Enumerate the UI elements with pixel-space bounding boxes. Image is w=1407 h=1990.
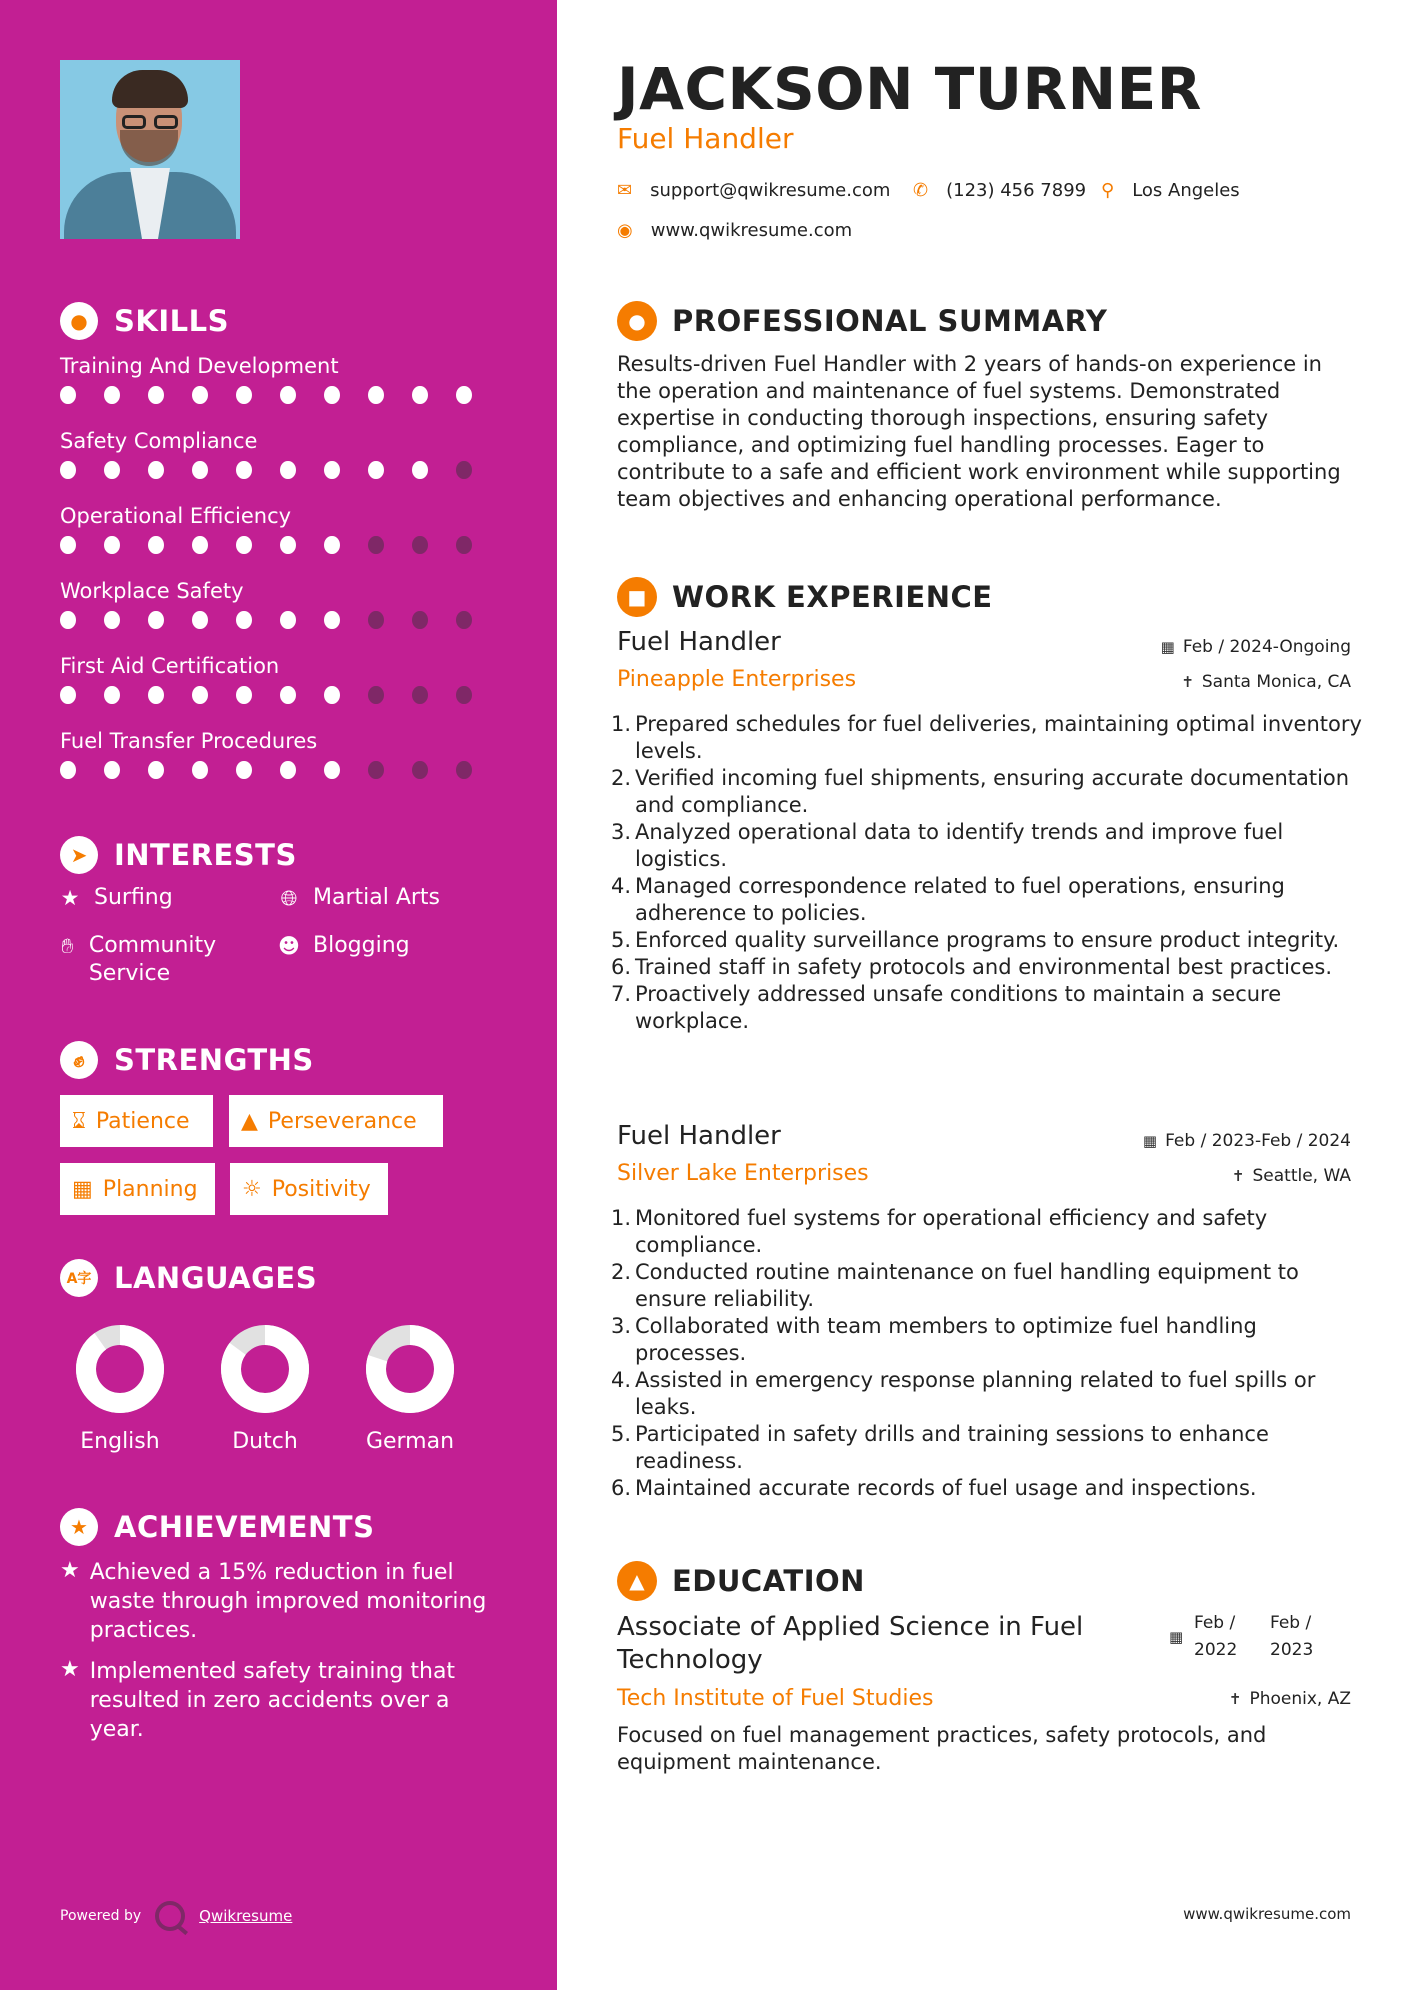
bullet-item: 7. Proactively addressed unsafe conditions to maintain a secure workplace. [610, 982, 1282, 1033]
envelope-icon: ✉ [617, 180, 633, 201]
bullet-item: 5. Enforced quality surveillance programs to ensure product integrity. [610, 928, 1340, 952]
skill-dot-filled [60, 611, 76, 629]
skill-dot-filled [60, 461, 76, 479]
skill-rating [60, 761, 500, 779]
bullet-item: 4. Managed correspondence related to fuel operations, ensuring adherence to policies. [610, 874, 1285, 925]
road-icon: ▲ [241, 1108, 258, 1134]
skill-dot-empty [412, 611, 428, 629]
skill-dot-filled [324, 611, 340, 629]
sun-icon: ☼ [242, 1176, 262, 1202]
skill-dot-empty [412, 536, 428, 554]
contact-location: ⚲ Los Angeles [1101, 180, 1240, 201]
skill-dot-filled [280, 611, 296, 629]
bullet-item: 2. Verified incoming fuel shipments, ensuring accurate documentation and compliance. [610, 766, 1350, 817]
language-donut [366, 1325, 454, 1413]
skill-dot-filled [236, 386, 252, 404]
powered-by: Powered by Qwikresume [60, 1901, 292, 1931]
achievement-item: ★ Achieved a 15% reduction in fuel waste through improved monitoring practices. [60, 1558, 487, 1643]
skill-dot-filled [280, 536, 296, 554]
skill-item [60, 427, 500, 479]
skill-dot-empty [456, 761, 472, 779]
skill-dot-empty [456, 686, 472, 704]
edu-date-end: Feb / 2023 [1270, 1613, 1314, 1660]
summary-heading: ● PROFESSIONAL SUMMARY [617, 301, 1107, 341]
bullet-item: 3. Collaborated with team members to optimize fuel handling processes. [610, 1314, 1257, 1365]
skill-dot-filled [60, 761, 76, 779]
medal-icon: ★ [60, 1508, 98, 1546]
skill-name: First Aid Certification [60, 654, 280, 678]
skill-dot-filled [192, 461, 208, 479]
strength-chip: ☼ Positivity [230, 1163, 388, 1215]
hourglass-icon: ⌛︎ [72, 1108, 86, 1134]
calendar-icon: ▦ [1142, 1132, 1158, 1150]
calendar-icon: ▦ [1169, 1628, 1184, 1646]
skill-dot-filled [192, 686, 208, 704]
skill-dot-filled [324, 386, 340, 404]
skill-dot-filled [368, 461, 384, 479]
skill-dot-filled [236, 461, 252, 479]
skill-dot-filled [368, 386, 384, 404]
skill-dot-empty [368, 536, 384, 554]
skill-dot-filled [456, 386, 472, 404]
skill-dot-filled [148, 686, 164, 704]
fist-icon: ✊︎ [60, 1041, 98, 1079]
bullet-item: 1. Prepared schedules for fuel deliveries, maintaining optimal inventory levels. [610, 712, 1362, 763]
interests-heading: ➤ INTERESTS [60, 836, 297, 874]
language-donut [76, 1325, 164, 1413]
bullet-item: 2. Conducted routine maintenance on fuel handling equipment to ensure reliability. [610, 1260, 1299, 1311]
skills-heading: ● SKILLS [60, 302, 229, 340]
education-description: Focused on fuel management practices, safety protocols, and equipment maintenance. [617, 1723, 1267, 1774]
shooting-star-icon: ★ [60, 1657, 80, 1682]
skill-dot-empty [456, 611, 472, 629]
candidate-name: JACKSON TURNER [617, 55, 1202, 123]
skill-item [60, 352, 500, 404]
strengths-heading: ✊︎ STRENGTHS [60, 1041, 314, 1079]
language-icon: A字 [60, 1259, 98, 1297]
skill-dot-filled [412, 386, 428, 404]
users-icon: ☻ [278, 934, 300, 958]
skill-dot-filled [60, 536, 76, 554]
achievements-heading: ★ ACHIEVEMENTS [60, 1508, 374, 1546]
bullet-item: 3. Analyzed operational data to identify trends and improve fuel logistics. [610, 820, 1284, 871]
skill-item [60, 502, 500, 554]
briefcase-icon: ■ [617, 577, 657, 617]
language-donut [221, 1325, 309, 1413]
calendar-icon: ▦ [1160, 638, 1175, 656]
star-icon: ★ [60, 886, 80, 910]
job-location: ✝ Santa Monica, CA [1181, 672, 1351, 692]
user-icon: ● [617, 301, 657, 341]
skill-dot-filled [280, 461, 296, 479]
pin-icon: ✝ [1228, 1690, 1242, 1708]
skill-name: Operational Efficiency [60, 504, 292, 528]
bullet-item: 1. Monitored fuel systems for operational efficiency and safety compliance. [610, 1206, 1268, 1257]
skill-rating [60, 461, 500, 479]
skill-dot-filled [280, 386, 296, 404]
skill-dot-filled [412, 461, 428, 479]
summary-text: Results-driven Fuel Handler with 2 years of hands-on experience in the operation and maintenance of fuel systems. Demonstrated expertise in conducting thorough inspections, ensuring safety compliance, and optimizing fuel handling processes. Eager to contribute to a safe and efficient work environment while supporting team objectives and enhancing operational performance. [617, 352, 1341, 511]
skill-item [60, 577, 500, 629]
experience-heading: ■ WORK EXPERIENCE [617, 577, 993, 617]
globe-icon: ◉ [617, 220, 633, 241]
language-item: German [350, 1325, 470, 1454]
job-company: Pineapple Enterprises [617, 667, 857, 692]
school-name: Tech Institute of Fuel Studies [617, 1686, 934, 1711]
skill-dot-filled [148, 461, 164, 479]
job-company: Silver Lake Enterprises [617, 1161, 869, 1186]
contact-phone[interactable]: ✆ (123) 456 7899 [913, 180, 1087, 201]
skill-dot-filled [60, 686, 76, 704]
bullet-item: 6. Maintained accurate records of fuel usage and inspections. [610, 1476, 1257, 1500]
languages-heading: A字 LANGUAGES [60, 1259, 317, 1297]
job-date: ▦ Feb / 2023-Feb / 2024 [1142, 1131, 1351, 1151]
skill-dot-filled [324, 536, 340, 554]
paper-plane-icon: ➤ [60, 836, 98, 874]
degree-title: Associate of Applied Science in Fuel Technology [617, 1612, 1084, 1675]
interest-item: ★ Surfing [58, 884, 173, 912]
skill-item [60, 652, 500, 704]
hand-icon: ✋︎ [61, 934, 74, 958]
job-bullets [609, 711, 1369, 1035]
skill-dot-filled [104, 761, 120, 779]
skill-rating [60, 611, 500, 629]
profile-photo [60, 60, 240, 239]
skill-item [60, 727, 500, 779]
skill-dot-filled [280, 761, 296, 779]
edu-location: ✝ Phoenix, AZ [1228, 1689, 1351, 1709]
phone-icon: ✆ [913, 180, 929, 201]
skill-dot-empty [368, 686, 384, 704]
skill-rating [60, 386, 500, 404]
language-item: English [60, 1325, 180, 1454]
job-title: Fuel Handler [617, 627, 781, 657]
skill-dot-filled [148, 611, 164, 629]
education-heading: ▲ EDUCATION [617, 1561, 865, 1601]
skill-dot-empty [412, 761, 428, 779]
skill-dot-empty [368, 761, 384, 779]
candidate-title: Fuel Handler [617, 122, 794, 155]
skill-dot-filled [280, 686, 296, 704]
job-date: ▦ Feb / 2024-Ongoing [1160, 637, 1351, 657]
skill-dot-filled [104, 611, 120, 629]
skill-dot-filled [60, 386, 76, 404]
skill-dot-filled [104, 536, 120, 554]
globe-icon: 🌐︎ [280, 886, 298, 910]
skill-dot-filled [104, 461, 120, 479]
edu-date-start: Feb / 2022 [1194, 1613, 1238, 1660]
skill-dot-filled [236, 536, 252, 554]
donut-fill [86, 1335, 154, 1403]
skill-dot-filled [148, 386, 164, 404]
skill-dot-filled [324, 686, 340, 704]
skill-dot-filled [236, 611, 252, 629]
interest-item: ✋︎ Community Service [58, 932, 258, 988]
footer-url[interactable]: www.qwikresume.com [1183, 1905, 1351, 1923]
skill-name: Workplace Safety [60, 579, 244, 603]
bullet-item: 4. Assisted in emergency response planning related to fuel spills or leaks. [610, 1368, 1316, 1419]
pin-icon: ✝ [1181, 673, 1194, 691]
skill-dot-empty [456, 461, 472, 479]
skill-name: Safety Compliance [60, 429, 258, 453]
skill-dot-filled [192, 611, 208, 629]
job-title: Fuel Handler [617, 1121, 781, 1151]
qwikresume-logo-icon [155, 1901, 185, 1931]
skill-dot-empty [456, 536, 472, 554]
skill-dot-filled [104, 386, 120, 404]
map-pin-icon: ⚲ [1101, 180, 1115, 201]
strength-chip: ⌛︎ Patience [60, 1095, 213, 1147]
skill-name: Fuel Transfer Procedures [60, 729, 318, 753]
shooting-star-icon: ★ [60, 1558, 80, 1583]
skill-dot-filled [324, 461, 340, 479]
skill-dot-filled [192, 536, 208, 554]
pin-icon: ✝ [1231, 1167, 1245, 1185]
contact-website[interactable]: ◉ www.qwikresume.com [617, 220, 853, 241]
skill-dot-filled [104, 686, 120, 704]
edu-calendar [1169, 1628, 1191, 1646]
interest-item: 🌐︎ Martial Arts [277, 884, 440, 912]
graduation-cap-icon: ▲ [617, 1561, 657, 1601]
lightbulb-icon: ● [60, 302, 98, 340]
skill-rating [60, 536, 500, 554]
achievement-item: ★ Implemented safety training that resulted in zero accidents over a year. [60, 1657, 456, 1742]
skill-dot-filled [324, 761, 340, 779]
calendar-icon: ▦ [72, 1176, 93, 1202]
bullet-item: 5. Participated in safety drills and training sessions to enhance readiness. [610, 1422, 1269, 1473]
skill-name: Training And Development [60, 354, 339, 378]
contact-email[interactable]: ✉ support@qwikresume.com [617, 180, 891, 201]
skill-dot-filled [192, 761, 208, 779]
skill-dot-filled [148, 536, 164, 554]
interest-item: ☻ Blogging [278, 933, 410, 958]
job-location: ✝ Seattle, WA [1231, 1166, 1351, 1186]
strength-chip: ▲ Perseverance [229, 1095, 443, 1147]
strength-chip: ▦ Planning [60, 1163, 215, 1215]
skill-dot-filled [236, 761, 252, 779]
skill-dot-filled [192, 386, 208, 404]
main-content [557, 0, 1407, 1990]
skill-dot-filled [148, 761, 164, 779]
sidebar [0, 0, 557, 1990]
job-bullets [609, 1205, 1369, 1502]
skill-dot-empty [412, 686, 428, 704]
skill-dot-empty [368, 611, 384, 629]
qwikresume-link[interactable]: Qwikresume [199, 1907, 293, 1925]
skill-rating [60, 686, 500, 704]
skill-dot-filled [236, 686, 252, 704]
bullet-item: 6. Trained staff in safety protocols and environmental best practices. [610, 955, 1332, 979]
language-item: Dutch [205, 1325, 325, 1454]
